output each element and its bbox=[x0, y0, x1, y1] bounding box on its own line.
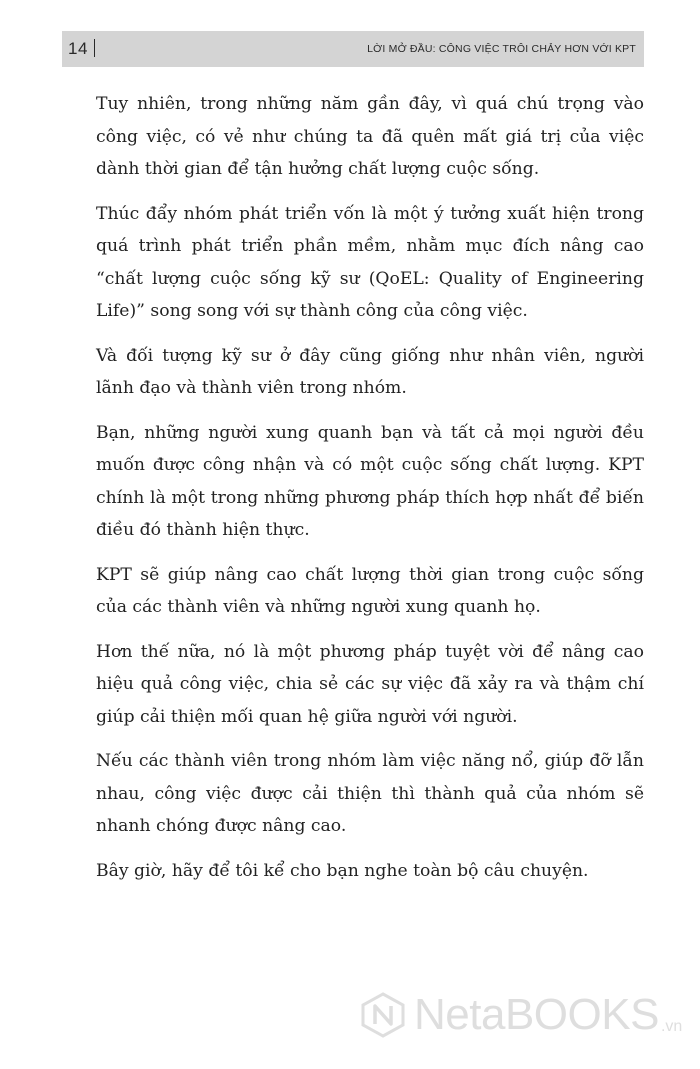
paragraph: Bạn, những người xung quanh bạn và tất cả mọi người đều muốn được công nhận và có một cuộc sống chất lượng. KPT chính là một trong những phương pháp thích hợp nhất để biến điều đó thành hiện thực. bbox=[96, 422, 644, 540]
paragraph: Nếu các thành viên trong nhóm làm việc năng nổ, giúp đỡ lẫn nhau, công việc được cải thiện thì thành quả của nhóm sẽ nhanh chóng được nâng cao. bbox=[96, 751, 644, 836]
paragraph: Thúc đẩy nhóm phát triển vốn là một ý tưởng xuất hiện trong quá trình phát triển phần mềm, nhằm mục đích nâng cao “chất lượng cuộc sống kỹ sư (QoEL: Quality of Engineering Life)” song song với sự thành công của công việc. bbox=[96, 203, 644, 321]
paragraph: Tuy nhiên, trong những năm gần đây, vì quá chú trọng vào công việc, có vẻ như chúng ta đã quên mất giá trị của việc dành thời gian để tận hưởng chất lượng cuộc sống. bbox=[96, 94, 644, 179]
watermark-brand: NetaBOOKS bbox=[414, 990, 659, 1039]
paragraph: Bây giờ, hãy để tôi kể cho bạn nghe toàn bộ câu chuyện. bbox=[96, 860, 589, 881]
paragraph: Hơn thế nữa, nó là một phương pháp tuyệt vời để nâng cao hiệu quả công việc, chia sẻ các sự việc đã xảy ra và thậm chí giúp cải thiện mối quan hệ giữa người với người. bbox=[96, 641, 644, 727]
header-separator bbox=[94, 39, 95, 57]
paragraph: KPT sẽ giúp nâng cao chất lượng thời gian trong cuộc sống của các thành viên và những người xung quanh họ. bbox=[96, 564, 644, 617]
netabooks-logo-icon bbox=[360, 992, 406, 1038]
running-title: LỜI MỞ ĐẦU: CÔNG VIỆC TRÔI CHẢY HƠN VỚI KPT bbox=[367, 43, 636, 55]
watermark bbox=[360, 980, 690, 1050]
watermark-suffix: .vn bbox=[660, 1018, 683, 1035]
paragraph: Và đối tượng kỹ sư ở đây cũng giống như nhân viên, người lãnh đạo và thành viên trong nhóm. bbox=[96, 345, 644, 398]
page-header bbox=[62, 31, 644, 67]
body-text bbox=[96, 88, 644, 899]
page-number-value: 14 bbox=[68, 39, 88, 58]
page-number bbox=[62, 39, 95, 59]
